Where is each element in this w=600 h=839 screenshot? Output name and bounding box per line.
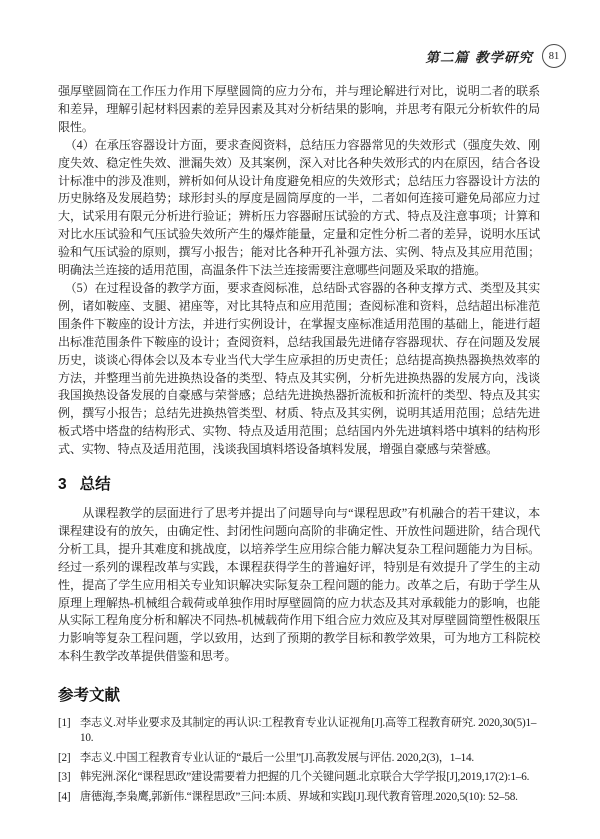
body-paragraph-item-4: （4）在承压容器设计方面，要求查阅资料，总结压力容器常见的失效形式（强度失效、刚度失效、稳定性失效、泄漏失效）及其案例，深入对比各种失效形式的内在原因，结合各设计标准中的涉及准则，辨析如何从设计角度避免相应的失效形式；总结压力容器设计方法的历史脉络及发展趋势；球形封头的厚度是圆筒厚度的一半，二者如何连接可避免局部应力过大，试采用有限元分析进行验证；辨析压力容器耐压试验的方式、特点及注意事项；计算和对比水压试验和气压试验失效所产生的爆炸能量，定量和定性分析二者的差异，说明水压试验和气压试验的原则，撰写小报告；能对比各种开孔补强方法、实例、特点及其应用范围；明确法兰连接的适用范围，高温条件下法兰连接需要注意哪些问题及采取的措施。 (58, 137, 540, 278)
body-paragraph-item-5: （5）在过程设备的教学方面，要求查阅标准，总结卧式容器的各种支撑方式、类型及其实例，诸如鞍座、支腿、裙座等，对比其特点和应用范围；查阅标准和资料，总结超出标准范围条件下鞍座的设计方法，并进行实例设计，在掌握支座标准适用范围的基础上，能进行超出标准范围条件下鞍座的设计；查阅资料，总结我国最先进储存容器现状、存在问题及发展历史，谈谈心得体会以及本专业当代大学生应承担的历史责任；总结提高换热器换热效率的方法，并整理当前先进换热设备的类型、特点及其实例，分析先进换热器的发展方向，浅谈我国换热设备发展的自豪感与荣誉感；总结先进换热器折流板和折流杆的类型、特点及其实例，撰写小报告；总结先进换热管类型、材质、特点及其实例，说明其适用范围；总结先进板式塔中塔盘的结构形式、实物、特点及适用范围；总结国内外先进填料塔中填料的结构形式、实物、特点及适用范围，浅谈我国填料塔设备填料发展，增强自豪感与荣誉感。 (58, 280, 540, 457)
summary-section-title: 总结 (79, 476, 111, 494)
running-header (58, 44, 566, 68)
reference-text: 唐德海,李枭鹰,郭新伟.“课程思政”三问:本质、界域和实践[J].现代教育管理.2020,5(10): 52–58. (80, 790, 518, 803)
reference-item (58, 716, 540, 746)
references-heading: 参考文献 (58, 687, 121, 705)
section-title: 教学研究 (475, 50, 533, 65)
reference-number: [1] (58, 717, 71, 730)
reference-number: [2] (58, 751, 71, 764)
reference-item (58, 790, 540, 805)
page-number: 81 (548, 50, 560, 62)
body-paragraph-continuation: 强厚壁圆筒在工作压力作用下厚壁圆筒的应力分布，并与理论解进行对比，说明二者的联系和差异，理解引起材料因素的差异因素及其对分析结果的影响，并思考有限元分析软件的局限性。 (58, 84, 540, 134)
reference-number: [4] (58, 790, 71, 803)
reference-number: [3] (58, 771, 71, 784)
reference-text: 李志义.中国工程教育专业认证的“最后一公里”[J].高教发展与评估. 2020,2(3)，1–14. (80, 751, 474, 764)
reference-text: 李志义.对毕业要求及其制定的再认识:工程教育专业认证视角[J].高等工程教育研究. 2020,30(5)1–10. (80, 717, 537, 745)
reference-item (58, 770, 540, 785)
section-label: 第二篇 (425, 50, 469, 65)
summary-paragraph: 从课程教学的层面进行了思考并提出了问题导向与“课程思政”有机融合的若干建议，本课程建设有的放矢，由确定性、封闭性问题向高阶的非确定性、开放性问题进阶，结合现代分析工具，提升其难度和挑战度，以培养学生应用综合能力解决复杂工程问题能力为目标。经过一系列的课程改革与实践，本课程获得学生的普遍好评，特别是有效提升了学生的主动性，提高了学生应用相关专业知识解决实际复杂工程问题的能力。改革之后，有助于学生从原理上理解热-机械组合载荷或单独作用时厚壁圆筒的应力状态及其对承载能力的影响，也能从实际工程角度分析和解决不同热-机械载荷作用下组合应力效应及其对厚壁圆筒塑性极限压力影响等复杂工程问题，学以致用，达到了预期的教学目标和教学效果，可为地方工科院校本科生教学改革提供借鉴和思考。 (58, 506, 540, 664)
reference-text: 韩宪洲.深化“课程思政”建设需要着力把握的几个关键问题.北京联合大学学报[J],2019,17(2):1–6. (80, 771, 530, 784)
page-content (58, 83, 540, 810)
page-number-badge (542, 44, 566, 68)
reference-item (58, 751, 540, 766)
running-header-title (426, 46, 534, 66)
summary-section-heading (58, 472, 540, 494)
reference-list (58, 716, 540, 805)
summary-section-number: 3 (58, 476, 67, 494)
